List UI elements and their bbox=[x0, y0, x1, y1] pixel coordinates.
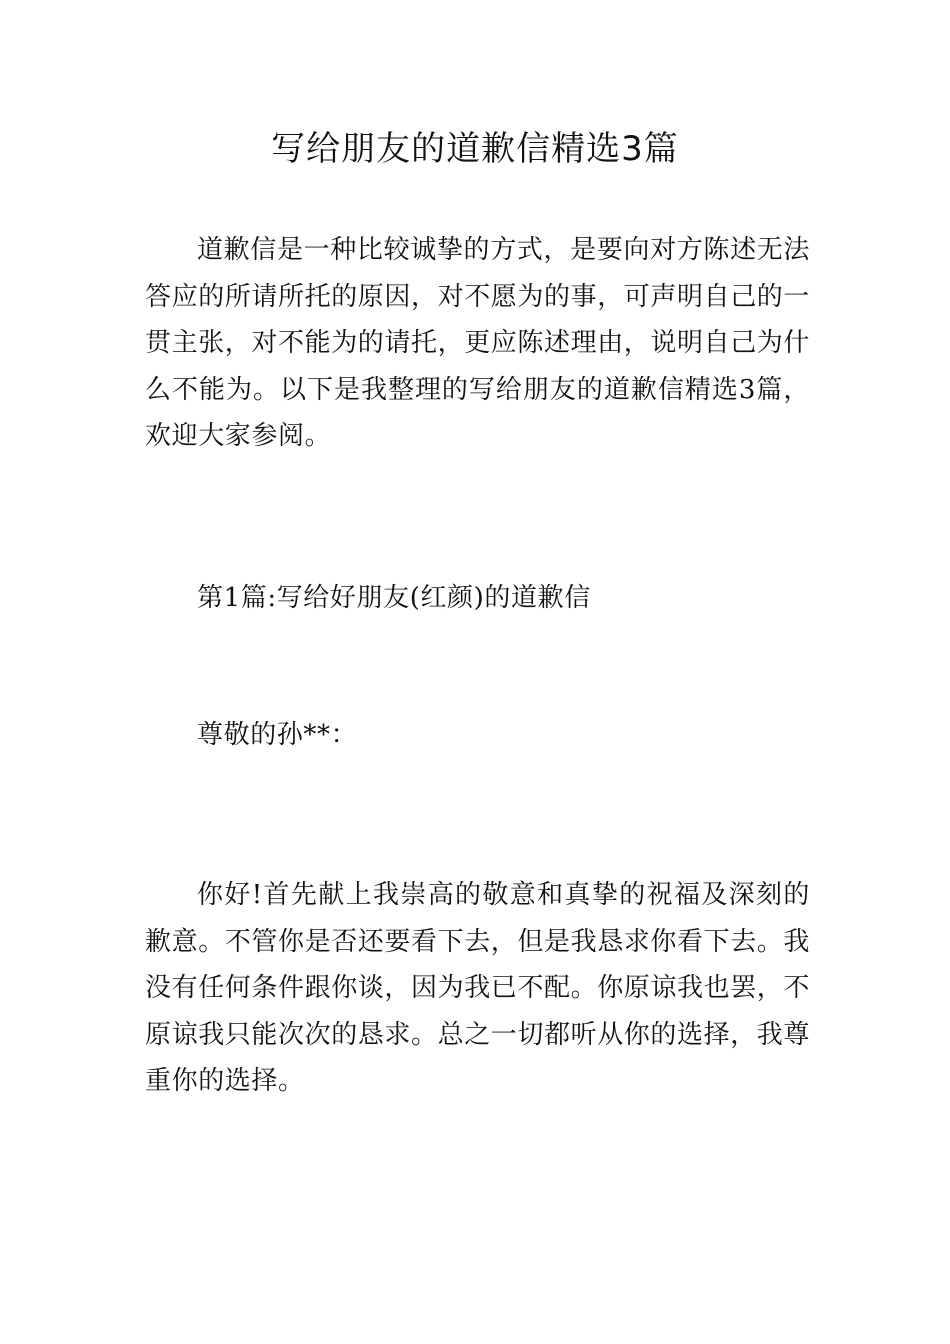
letter-body-paragraph: 你好!首先献上我崇高的敬意和真挚的祝福及深刻的歉意。不管你是否还要看下去，但是我恳求你看下去。我没有任何条件跟你谈，因为我已不配。你原谅我也罢，不原谅我只能次次的恳求。总之一切都听从你的选择，我尊重你的选择。 bbox=[145, 880, 811, 1096]
document-title: 写给朋友的道歉信精选3篇 bbox=[271, 129, 679, 169]
letter-salutation: 尊敬的孙**： bbox=[197, 720, 358, 750]
section-heading: 第1篇:写给好朋友(红颜)的道歉信 bbox=[197, 583, 591, 613]
intro-paragraph: 道歉信是一种比较诚挚的方式，是要向对方陈述无法答应的所请所托的原因，对不愿为的事，可声明自己的一贯主张，对不能为的请托，更应陈述理由，说明自己为什么不能为。以下是我整理的写给朋友的道歉信精选3篇，欢迎大家参阅。 bbox=[145, 235, 811, 451]
